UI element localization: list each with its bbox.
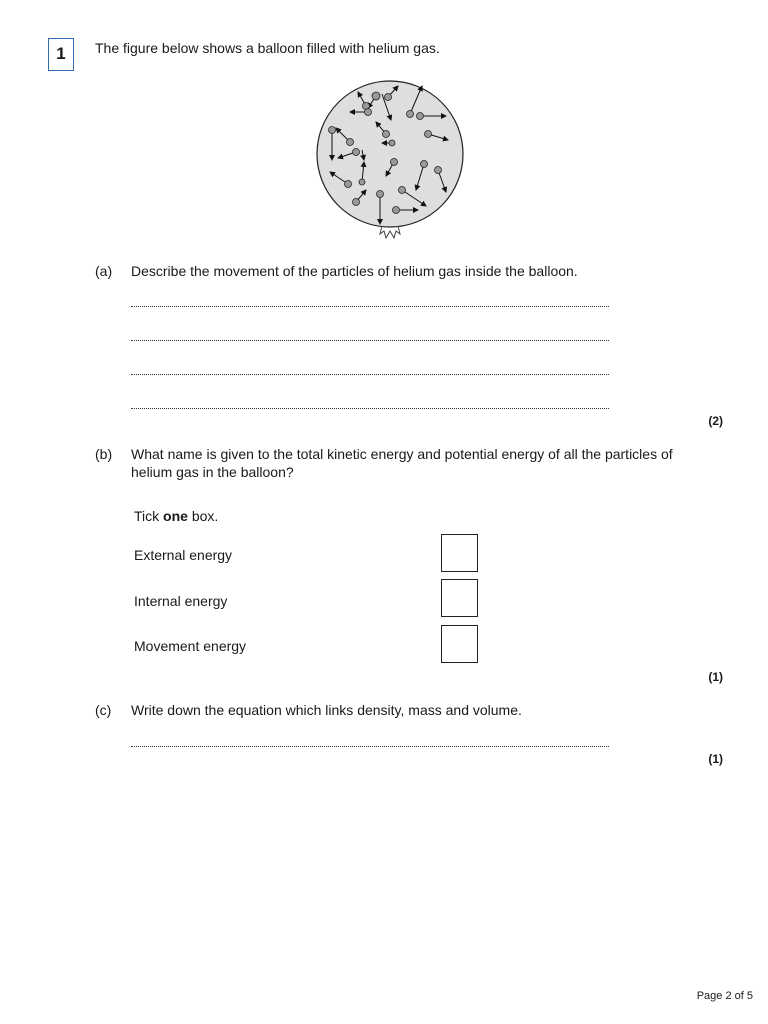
tick-box-external[interactable]	[441, 534, 478, 572]
question-intro: The figure below shows a balloon filled with helium gas.	[95, 40, 440, 56]
answer-line-c1[interactable]	[131, 746, 609, 747]
helium-balloon-figure	[312, 78, 468, 246]
part-c-label: (c)	[95, 702, 112, 718]
option-label-external: External energy	[134, 547, 233, 563]
balloon-body	[317, 81, 463, 238]
part-b-marks: (1)	[708, 670, 723, 684]
answer-line-a2[interactable]	[131, 340, 609, 341]
tick-suffix: box.	[187, 508, 219, 524]
tick-instruction	[134, 507, 218, 525]
part-a-label: (a)	[95, 263, 113, 279]
part-c-marks: (1)	[708, 752, 723, 766]
option-label-internal: Internal energy	[134, 593, 228, 609]
tick-box-internal[interactable]	[441, 579, 478, 617]
answer-line-a3[interactable]	[131, 374, 609, 375]
answer-line-a4[interactable]	[131, 408, 609, 409]
part-a-marks: (2)	[708, 414, 723, 428]
part-c-prompt: Write down the equation which links density, mass and volume.	[131, 702, 522, 718]
part-a-prompt: Describe the movement of the particles of helium gas inside the balloon.	[131, 263, 578, 279]
tick-box-movement[interactable]	[441, 625, 478, 663]
question-number: 1	[48, 38, 74, 71]
part-b-prompt-line2: helium gas in the balloon?	[131, 464, 294, 480]
tick-bold: one	[163, 508, 188, 524]
page-number: Page 2 of 5	[696, 990, 753, 1002]
answer-line-a1[interactable]	[131, 306, 609, 307]
option-label-movement: Movement energy	[134, 638, 247, 654]
part-b-prompt-line1: What name is given to the total kinetic energy and potential energy of all the particles of	[131, 446, 673, 462]
part-b-label: (b)	[95, 446, 113, 462]
tick-prefix: Tick	[134, 508, 164, 524]
